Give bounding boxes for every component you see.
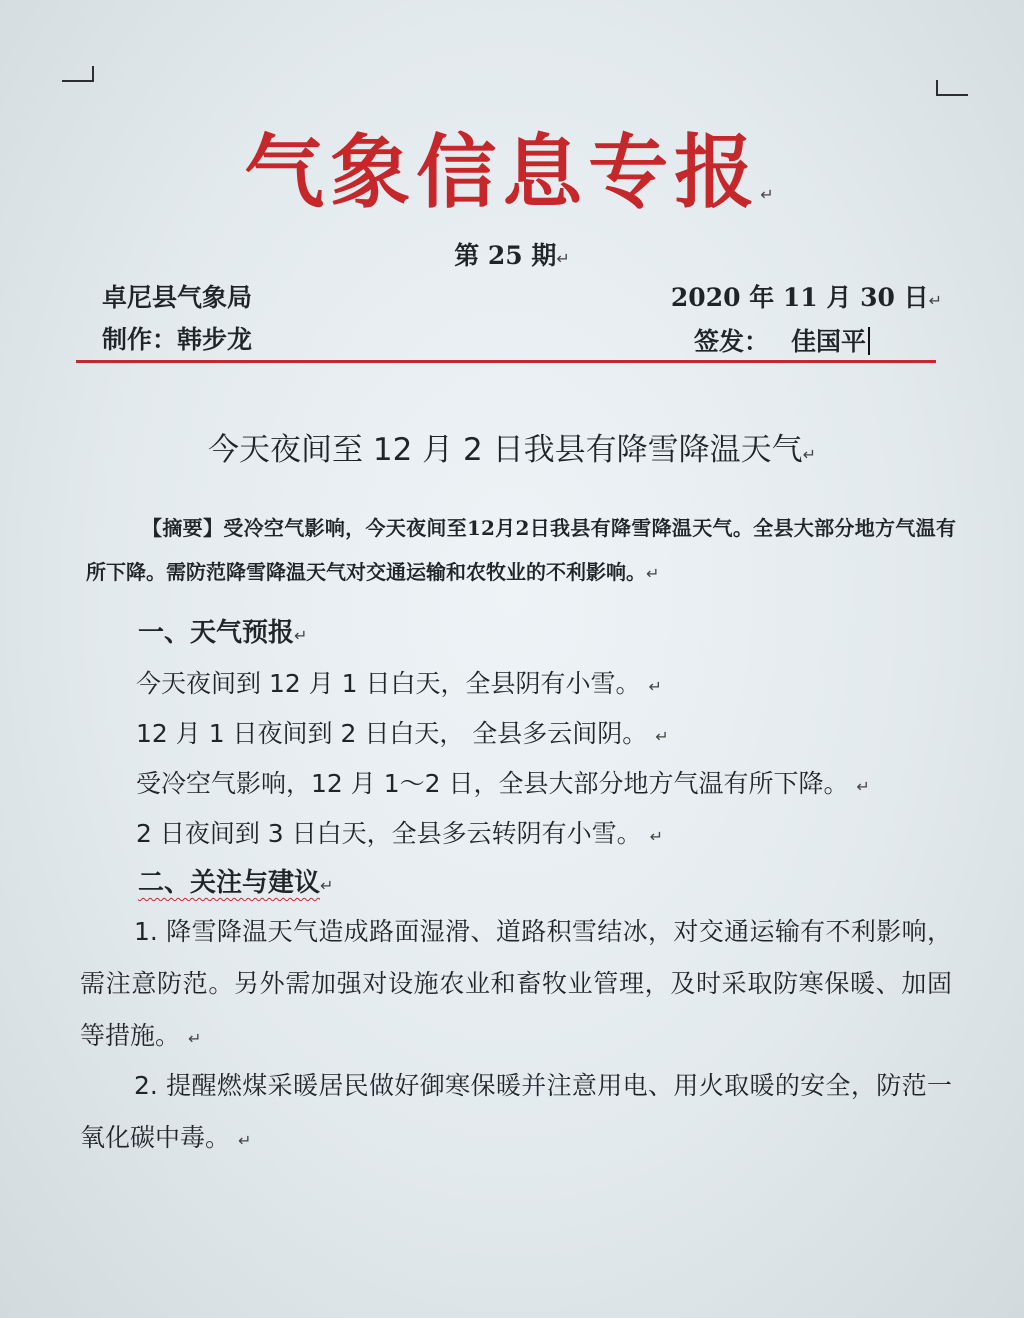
signer-label: 签发： — [694, 327, 770, 356]
paragraph-mark-icon: ↵ — [556, 249, 570, 268]
issue-date: 2020 年 11 月 30 日↵ — [670, 283, 942, 312]
masthead-title: 气象信息专报↵ — [244, 125, 780, 219]
paragraph-mark-icon: ↵ — [760, 185, 780, 204]
report-headline: 今天夜间至 12 月 2 日我县有降雪降温天气↵ — [208, 432, 816, 468]
paragraph-mark-icon: ↵ — [802, 445, 816, 464]
forecast-line: 今天夜间到 12 月 1 日白天，全县阴有小雪。 ↵ — [136, 669, 662, 698]
section-heading-advice: 二、关注与建议↵ — [138, 868, 334, 898]
issuing-organization: 卓尼县气象局 — [102, 283, 253, 312]
paragraph-mark-icon: ↵ — [187, 1029, 202, 1048]
header-divider — [76, 360, 936, 363]
signer-name: 佳国平 — [791, 327, 867, 356]
paragraph-mark-icon: ↵ — [237, 1131, 252, 1150]
paragraph-mark-icon: ↵ — [294, 626, 308, 645]
signer — [694, 322, 870, 358]
paragraph-mark-icon: ↵ — [320, 876, 334, 895]
text-cursor — [868, 327, 870, 355]
abstract-paragraph: 【摘要】受冷空气影响，今天夜间至12月2日我县有降雪降温天气。全县大部分地方气温有所下降。需防范降雪降温天气对交通运输和农牧业的不利影响。↵ — [86, 516, 956, 584]
paragraph-mark-icon: ↵ — [928, 291, 942, 310]
forecast-line: 12 月 1 日夜间到 2 日白天， 全县多云间阴。 ↵ — [136, 719, 669, 748]
paragraph-mark-icon: ↵ — [856, 777, 870, 796]
advice-paragraph: 2. 提醒燃煤采暖居民做好御寒保暖并注意用电、用火取暖的安全，防范一氧化碳中毒。 ↵ — [80, 1071, 952, 1152]
paragraph-mark-icon: ↵ — [655, 727, 669, 746]
paragraph-mark-icon: ↵ — [648, 677, 662, 696]
forecast-line: 受冷空气影响，12 月 1～2 日，全县大部分地方气温有所下降。 ↵ — [136, 769, 870, 798]
section-heading-forecast: 一、天气预报↵ — [138, 618, 308, 648]
crop-mark-top-left — [62, 66, 94, 82]
forecast-line: 2 日夜间到 3 日白天，全县多云转阴有小雪。 ↵ — [136, 819, 664, 848]
crop-mark-top-right — [936, 80, 968, 96]
paragraph-mark-icon: ↵ — [646, 564, 660, 583]
advice-paragraph: 1. 降雪降温天气造成路面湿滑、道路积雪结冰，对交通运输有不利影响，需注意防范。另外需加强对设施农业和畜牧业管理，及时采取防寒保暖、加固等措施。 ↵ — [80, 917, 952, 1050]
paragraph-mark-icon: ↵ — [649, 827, 664, 846]
issue-number: 第 25 期↵ — [454, 241, 570, 270]
author: 制作：韩步龙 — [102, 325, 253, 354]
